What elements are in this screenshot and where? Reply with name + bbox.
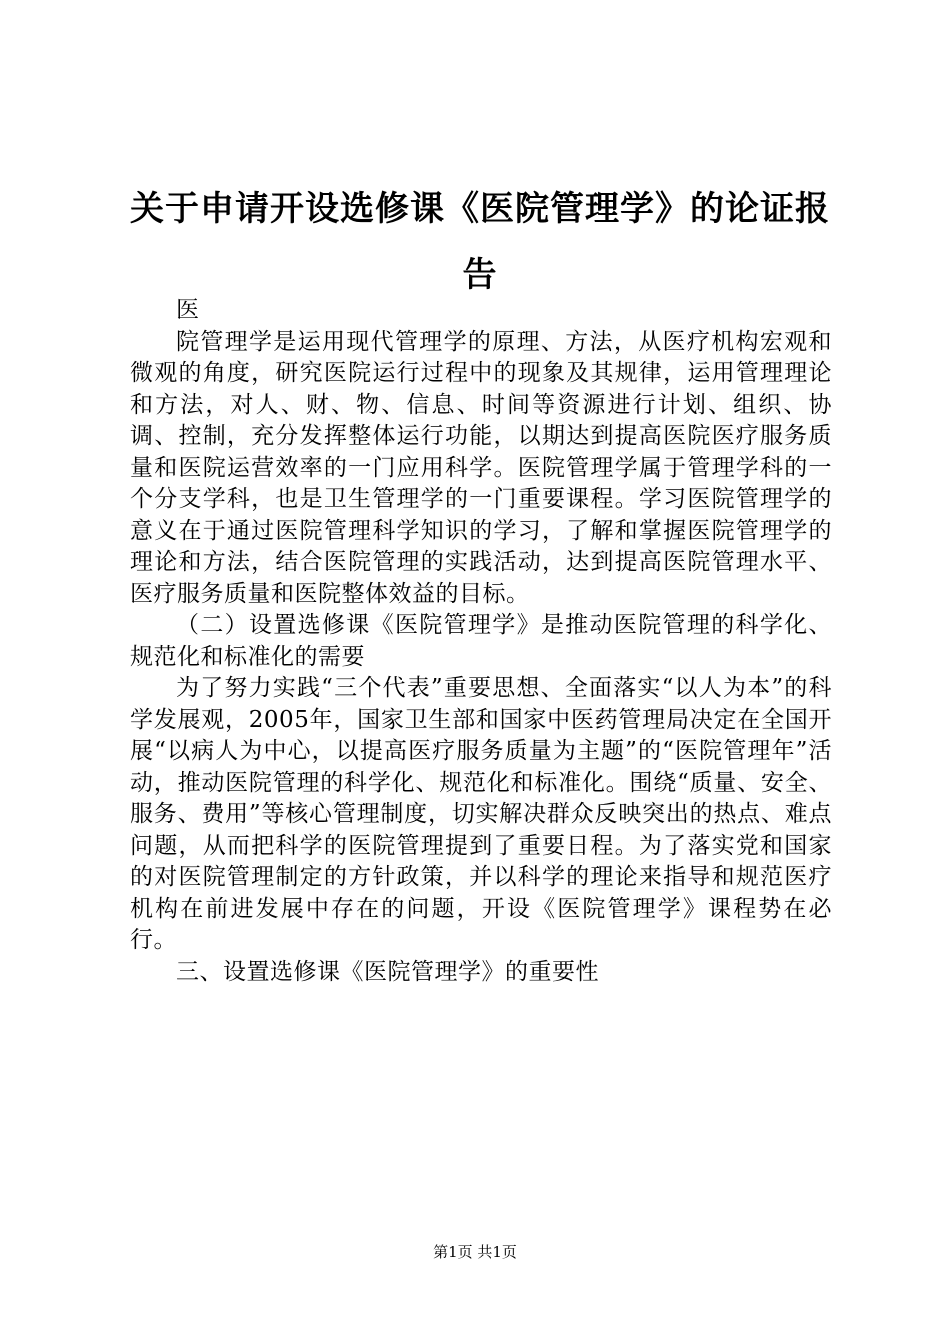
document-title: 关于申请开设选修课《医院管理学》的论证报告 <box>130 189 830 295</box>
section-heading-3: 三、设置选修课《医院管理学》的重要性 <box>176 958 599 985</box>
paragraph-background: 为了努力实践“三个代表”重要思想、全面落实“以人为本”的科学发展观，2005年，国家卫生部和国家中医药管理局决定在全国开展“以病人为中心，以提高医疗服务质量为主题”的“医院管理年”活动，推动医院管理的科学化、规范化和标准化。围绕“质量、安全、服务、费用”等核心管理制度，切实解决群众反映突出的热点、难点问题，从而把科学的医院管理提到了重要日程。为了落实党和国家的对医院管理制定的方针政策，并以科学的理论来指导和规范医疗机构在前进发展中存在的问题，开设《医院管理学》课程势在必行。 <box>130 675 832 953</box>
paragraph-fragment: 医 <box>176 297 200 323</box>
paragraph-definition: 院管理学是运用现代管理学的原理、方法，从医疗机构宏观和微观的角度，研究医院运行过程中的现象及其规律，运用管理理论和方法，对人、财、物、信息、时间等资源进行计划、组织、协调、控制，充分发挥整体运行功能，以期达到提高医院医疗服务质量和医院运营效率的一门应用科学。医院管理学属于管理学科的一个分支学科，也是卫生管理学的一门重要课程。学习医院管理学的意义在于通过医院管理科学知识的学习，了解和掌握医院管理学的理论和方法，结合医院管理的实践活动，达到提高医院管理水平、医疗服务质量和医院整体效益的目标。 <box>130 328 832 607</box>
page-footer: 第1页 共1页 <box>433 1243 517 1261</box>
document-body <box>130 295 832 988</box>
section-heading-2: （二）设置选修课《医院管理学》是推动医院管理的科学化、规范化和标准化的需要 <box>130 612 832 670</box>
